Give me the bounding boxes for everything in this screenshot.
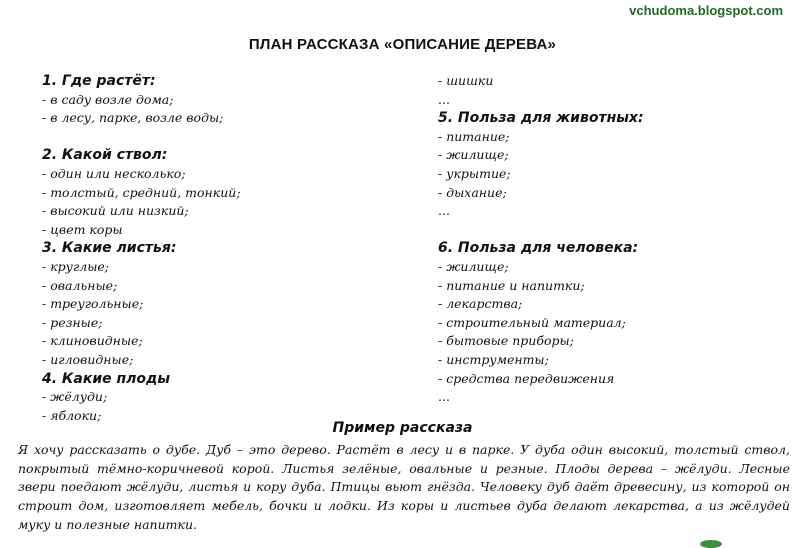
example-line: звери поедают жёлуди, листья и кору дуба. Птицы вьют гнёзда. Человеку дуб даёт древесину, из которой он <box>18 479 790 495</box>
list-item: - толстый, средний, тонкий; <box>42 184 241 200</box>
list-item: - инструменты; <box>438 351 549 367</box>
section-heading-trunk: 2. Какой ствол: <box>42 147 168 164</box>
list-item: - в саду возле дома; <box>42 91 174 107</box>
example-paragraph <box>18 441 790 534</box>
example-line: муку и полезные напитки. <box>18 516 197 532</box>
list-item: - один или несколько; <box>42 165 186 181</box>
list-item: - в лесу, парке, возле воды; <box>42 110 224 126</box>
list-item: - питание и напитки; <box>438 277 585 293</box>
list-item: - цвет коры <box>42 221 123 237</box>
page-title: ПЛАН РАССКАЗА «ОПИСАНИЕ ДЕРЕВА» <box>248 36 557 53</box>
example-line: строит дом, изготовляет мебель, бочки и лодки. Из коры и листьев дуба делают лекарства, а из жёлудей <box>18 498 790 514</box>
spacer <box>42 128 422 147</box>
list-item: - жёлуди; <box>42 389 108 405</box>
list-item: - высокий или низкий; <box>42 203 189 219</box>
list-item: - строительный материал; <box>438 314 626 330</box>
list-item: ... <box>438 91 450 107</box>
list-item: - треугольные; <box>42 296 144 312</box>
list-item: - средства передвижения <box>438 370 615 386</box>
list-item: - игловидные; <box>42 351 134 367</box>
section-heading-animals-benefit: 5. Польза для животных: <box>438 110 644 127</box>
list-item: - овальные; <box>42 277 118 293</box>
section-heading-fruits: 4. Какие плоды <box>42 370 171 387</box>
section-heading-human-benefit: 6. Польза для человека: <box>438 240 639 257</box>
plan-right-column <box>438 72 798 407</box>
list-item: - жилище; <box>438 147 509 163</box>
list-item: - лекарства; <box>438 296 523 312</box>
decorative-leaf-icon <box>700 540 722 548</box>
list-item: - дыхание; <box>438 184 507 200</box>
list-item: - укрытие; <box>438 165 511 181</box>
spacer <box>438 221 798 240</box>
example-line: Я хочу рассказать о дубе. Дуб – это дерево. Растёт в лесу и в парке. У дуба один высокий, толстый ствол, <box>18 442 790 457</box>
list-item: - бытовые приборы; <box>438 333 574 349</box>
list-item: ... <box>438 389 450 405</box>
example-line: покрытый тёмно-коричневой корой. Листья зелёные, овальные и резные. Плоды дерева – жёлуди. Лесные <box>18 460 790 476</box>
plan-left-column <box>42 72 422 425</box>
list-item: - питание; <box>438 128 510 144</box>
example-title: Пример рассказа <box>332 420 473 436</box>
list-item: - круглые; <box>42 258 109 274</box>
list-item: - шишки <box>438 73 494 88</box>
section-heading-leaves: 3. Какие листья: <box>42 240 177 257</box>
section-heading-where-grows: 1. Где растёт: <box>42 73 156 89</box>
list-item: - яблоки; <box>42 407 102 423</box>
list-item: - клиновидные; <box>42 333 143 349</box>
list-item: - жилище; <box>438 258 509 274</box>
list-item: ... <box>438 203 450 219</box>
list-item: - резные; <box>42 314 103 330</box>
blog-watermark: vchudoma.blogspot.com <box>629 3 783 18</box>
